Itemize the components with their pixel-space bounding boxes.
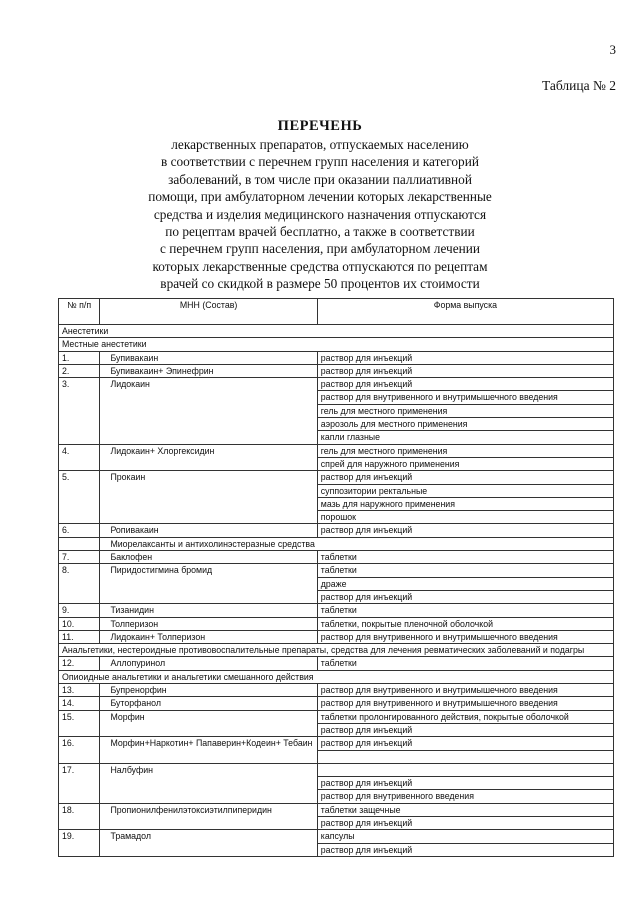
section-title: Анестетики [59,325,614,338]
document-title-block [80,116,560,293]
row-number: 2. [59,364,100,377]
table-row [59,657,614,670]
row-form: раствор для инъекций [317,843,613,856]
row-number: 9. [59,604,100,617]
document-subheading [80,136,560,293]
row-number: 8. [59,564,100,604]
row-form: драже [317,577,613,590]
row-mnn: Морфин+Наркотин+ Папаверин+Кодеин+ Тебаин [100,737,317,764]
row-number: 4. [59,444,100,471]
subheading-line: которых лекарственные средства отпускаются по рецептам [152,258,488,274]
subheading-line: помощи, при амбулаторном лечении которых лекарственные [148,189,492,205]
row-form: мазь для наружного применения [317,497,613,510]
row-mnn: Толперизон [100,617,317,630]
row-form: раствор для инъекций [317,351,613,364]
row-mnn: Бупренорфин [100,684,317,697]
drug-list-table [58,298,614,857]
row-number: 10. [59,617,100,630]
row-form: таблетки защечные [317,803,613,816]
section-row [59,670,614,683]
table-header-row [59,299,614,325]
row-mnn: Бупивакаин+ Эпинефрин [100,364,317,377]
subheading-line: средства и изделия медицинского назначения отпускаются [153,206,487,222]
header-form: Форма выпуска [317,299,613,325]
section-title: Миорелаксанты и антихолинэстеразные средства [100,537,614,550]
header-mnn: МНН (Состав) [100,299,317,325]
table-row [59,378,614,391]
section-row [59,644,614,657]
table-row [59,524,614,537]
table-row [59,351,614,364]
row-form: раствор для внутривенного и внутримышечного введения [317,684,613,697]
row-form: таблетки пролонгированного действия, покрытые оболочкой [317,710,613,723]
row-form: таблетки [317,657,613,670]
row-mnn: Пиридостигмина бромид [100,564,317,604]
row-form: спрей для наружного применения [317,457,613,470]
section-row [59,537,614,550]
table-row [59,630,614,643]
row-form: раствор для инъекций [317,364,613,377]
row-form: раствор для внутривенного и внутримышечного введения [317,630,613,643]
header-number: № п/п [59,299,100,325]
row-mnn: Лидокаин [100,378,317,444]
document-heading: ПЕРЕЧЕНЬ [277,118,363,134]
row-number: 12. [59,657,100,670]
section-row [59,338,614,351]
row-form: таблетки [317,551,613,564]
section-number-cell [59,537,100,550]
page-number: 3 [609,42,616,57]
subheading-line: лекарственных препаратов, отпускаемых населению [171,137,469,152]
row-number: 7. [59,551,100,564]
subheading-line: с перечнем групп населения, при амбулаторном лечении [160,241,480,257]
table-row [59,737,614,750]
row-form [317,763,613,776]
subheading-line: заболеваний, в том числе при оказании паллиативной [168,171,472,187]
row-number: 18. [59,803,100,830]
row-form: раствор для инъекций [317,816,613,829]
row-form: раствор для инъекций [317,590,613,603]
row-mnn: Морфин [100,710,317,737]
row-form: раствор для инъекций [317,524,613,537]
row-number: 11. [59,630,100,643]
table-row [59,617,614,630]
table-row [59,444,614,457]
row-mnn: Лидокаин+ Толперизон [100,630,317,643]
row-mnn: Аллопуринол [100,657,317,670]
row-mnn: Баклофен [100,551,317,564]
table-row [59,697,614,710]
row-form: таблетки, покрытые пленочной оболочкой [317,617,613,630]
row-form: таблетки [317,564,613,577]
row-mnn: Трамадол [100,830,317,857]
row-form: капсулы [317,830,613,843]
row-number: 15. [59,710,100,737]
row-mnn: Пропионилфенилэтоксиэтилпиперидин [100,803,317,830]
row-form: раствор для инъекций [317,777,613,790]
row-form: порошок [317,511,613,524]
row-form: капли глазные [317,431,613,444]
row-form: раствор для инъекций [317,378,613,391]
table-row [59,604,614,617]
row-number: 14. [59,697,100,710]
row-number: 19. [59,830,100,857]
table-row [59,830,614,843]
table-row [59,803,614,816]
table-row [59,710,614,723]
row-form [317,750,613,763]
subheading-line: по рецептам врачей бесплатно, а также в соответствии [165,223,475,239]
row-mnn: Тизанидин [100,604,317,617]
section-title: Анальгетики, нестероидные противовоспалительные препараты, средства для лечения ревматических заболеваний и подагры [59,644,614,657]
table-row [59,471,614,484]
row-mnn: Буторфанол [100,697,317,710]
row-mnn: Бупивакаин [100,351,317,364]
row-form: раствор для внутривенного введения [317,790,613,803]
row-mnn: Ропивакаин [100,524,317,537]
row-mnn: Налбуфин [100,763,317,803]
row-form: раствор для инъекций [317,471,613,484]
table-row [59,564,614,577]
row-number: 3. [59,378,100,444]
row-form: аэрозоль для местного применения [317,418,613,431]
row-number: 13. [59,684,100,697]
row-number: 6. [59,524,100,537]
row-form: гель для местного применения [317,404,613,417]
table-row [59,763,614,776]
table-label: Таблица № 2 [542,78,616,93]
row-mnn: Лидокаин+ Хлоргексидин [100,444,317,471]
row-form: гель для местного применения [317,444,613,457]
table-row [59,684,614,697]
row-form: раствор для внутривенного и внутримышечного введения [317,391,613,404]
row-form: раствор для инъекций [317,737,613,750]
row-number: 5. [59,471,100,524]
row-number: 1. [59,351,100,364]
row-form: суппозитории ректальные [317,484,613,497]
row-mnn: Прокаин [100,471,317,524]
row-form: раствор для инъекций [317,723,613,736]
row-number: 17. [59,763,100,803]
section-row [59,325,614,338]
row-form: таблетки [317,604,613,617]
table-row [59,551,614,564]
row-form: раствор для внутривенного и внутримышечного введения [317,697,613,710]
subheading-line: в соответствии с перечнем групп населения и категорий [161,154,479,170]
table-row [59,364,614,377]
section-title: Местные анестетики [59,338,614,351]
subheading-line: врачей со скидкой в размере 50 процентов их стоимости [160,276,480,292]
row-number: 16. [59,737,100,764]
section-title: Опиоидные анальгетики и анальгетики смешанного действия [59,670,614,683]
